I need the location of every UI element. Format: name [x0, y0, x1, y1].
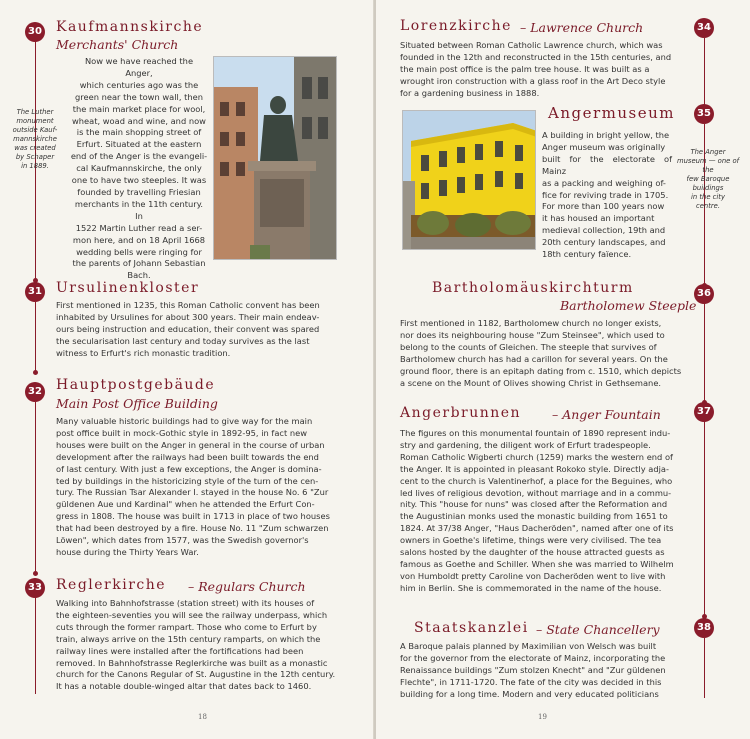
section-body: The figures on this monumental fountain of 1890 represent indu- stry and gardening, the diligent work of Erfurt tradespeople. Roman Catholic Wigberti church (1259) marks the western end of the Anger. It is appointed in pleasant Rokoko style. Directly adja- cent to the church is Valentinerhof, a place for the Beguines, who led lives of religious devotion, without marriage and in a commu- nity. This "house for nuns" was closed after the Reformation and the Augustinian monks used the monastic building from 1651 to 1824. At 37/38 Anger, "Haus Dacheröden", named after one of its owners in Goethe's lifetime, things were very civilised. The tea salons hosted by the daughter of the house attracted guests as famous as Goethe and Schiller. When she was married to Wilhelm von Humboldt pretty Caroline von Dacheröden went to live with him in Berlin. She is commemorated in the name of the house. — [400, 428, 674, 593]
section-body: A building in bright yellow, the Anger museum was originally built for the electorate of Mainz as a packing and weighing of- fice for reviving trade in 1705. For more than 100 years now it has housed an important medieval collection, 19th and 20th century landscapes, and 18th century faïence. — [542, 130, 672, 260]
section-number-badge: 30 — [25, 22, 45, 42]
page-number: 18 — [198, 713, 207, 721]
section-number-badge: 34 — [694, 18, 714, 38]
section-number-badge: 38 — [694, 618, 714, 638]
section-number-badge: 37 — [694, 402, 714, 422]
section-title: Angerbrunnen — [400, 405, 522, 421]
connector-dot — [33, 571, 38, 576]
section-title: Ursulinenkloster — [56, 280, 200, 296]
section-title: Lorenzkirche — [400, 18, 512, 34]
section-connector — [35, 402, 36, 574]
section-body: Walking into Bahnhofstrasse (station street) with its houses of the eighteen-seventies you will see the railway underpass, which cuts through the former rampart. Those who come to Erfurt by train, always arrive on the 15th century ramparts, on which the railway lines were installed after the fortifications had been removed. In Bahnhofstrasse Reglerkirche was built as a monastic church for the Canons Regular of St. Augustine in the 12th century. It has a notable double-winged altar that dates back to 1460. — [56, 598, 336, 692]
section-subtitle: Main Post Office Building — [56, 396, 218, 411]
section-connector — [35, 302, 36, 374]
section-title: Staatskanzlei — [414, 620, 529, 636]
section-body: Situated between Roman Catholic Lawrence church, which was founded in the 12th and reconstructed in the 15th centuries, and the main post office is the palm tree house. It was built as a wrought iron construction with a glass roof in the Art Deco style for a gardening business in 1888. — [400, 40, 672, 98]
section-connector — [704, 420, 705, 625]
image-caption: The Luther monument outside Kauf- mannskirche was created by Schaper in 1889. — [12, 108, 58, 170]
section-body: Now we have reached the Anger, which centuries ago was the green near the town wall, then the main market place for wool, wheat, woad and wine, and now is the main shopping street of Erfurt. Situated at the eastern end of the Anger is the evangeli- cal Kaufmannskirche, the only one to have two steeples. It was founded by travelling Friesian merchants in the 11th century. In 1522 Martin Luther read a ser- mon here, and on 18 April 1668 wedding bells were ringing for the parents of Johann Sebastian Bach. — [70, 56, 208, 281]
section-title: Hauptpostgebäude — [56, 377, 216, 393]
section-connector — [704, 302, 705, 410]
section-subtitle: – Anger Fountain — [552, 407, 661, 422]
angermuseum-photo — [402, 110, 536, 250]
section-connector — [35, 596, 36, 694]
section-subtitle: – State Chancellery — [536, 622, 660, 637]
page-number: 19 — [538, 713, 547, 721]
section-body: First mentioned in 1182, Bartholomew church no longer exists, nor does its neighbouring house "Zum Steinsee", which used to belong to the counts of Gleichen. The steeple that survives of Bartholomew church has had a carillon for several years. On the ground floor, there is an epitaph dating from c. 1510, which depicts a scene on the Mount of Olives showing Christ in Gethsemane. — [400, 318, 682, 388]
section-title: Kaufmannskirche — [56, 19, 204, 35]
left-page — [0, 0, 374, 739]
section-title: Angermuseum — [548, 104, 675, 122]
image-caption: The Anger museum — one of the few Baroque buildings in the city centre. — [676, 148, 740, 210]
luther-monument-photo — [213, 56, 337, 260]
section-number-badge: 32 — [25, 382, 45, 402]
section-body: A Baroque palais planned by Maximilian von Welsch was built for the governor from the electorate of Mainz, incorporating the Renaissance buildings "Zum stolzen Knecht" and "Zur güldenen Flechte", in 1711-1720. The fate of the city was decided in this building for a long time. Modern and very educated politicians — [400, 641, 666, 699]
section-subtitle: Merchants' Church — [56, 37, 179, 52]
section-subtitle: Bartholomew Steeple — [560, 298, 697, 313]
connector-dot — [33, 370, 38, 375]
section-number-badge: 31 — [25, 282, 45, 302]
section-title: Bartholomäuskirchturm — [432, 280, 634, 296]
section-connector — [704, 638, 705, 698]
section-subtitle: – Lawrence Church — [520, 20, 644, 35]
section-number-badge: 36 — [694, 284, 714, 304]
section-body: First mentioned in 1235, this Roman Catholic convent has been inhabited by Ursulines for about 300 years. Their main endeav- ours being instruction and education, their convent was spared the secularisation last century and today survives as the last witness to Erfurt's rich monastic tradition. — [56, 300, 320, 358]
section-number-badge: 33 — [25, 578, 45, 598]
section-subtitle: – Regulars Church — [188, 579, 306, 594]
section-body: Many valuable historic buildings had to give way for the main post office built in mock-Gothic style in 1892-95, in fact new houses were built on the Anger in general in the course of urban development after the railways had been built towards the end of last century. With just a few exceptions, the Anger is domina- ted by buildings in the historicizing style of the turn of the cen- tury. The Russian Tsar Alexander I. stayed in the house No. 6 "Zur güldenen Aue und Kardinal" when he attended the Erfurt Con- gress in 1808. The house was built in 1713 in place of two houses that had been destroyed by a fire. House No. 11 "Zum schwarzen Löwen", which dates from 1577, was the Swedish governor's house during the Thirty Years War. — [56, 416, 330, 557]
section-number-badge: 35 — [694, 104, 714, 124]
right-page — [376, 0, 750, 739]
section-connector — [704, 38, 705, 110]
section-title: Reglerkirche — [56, 577, 167, 593]
